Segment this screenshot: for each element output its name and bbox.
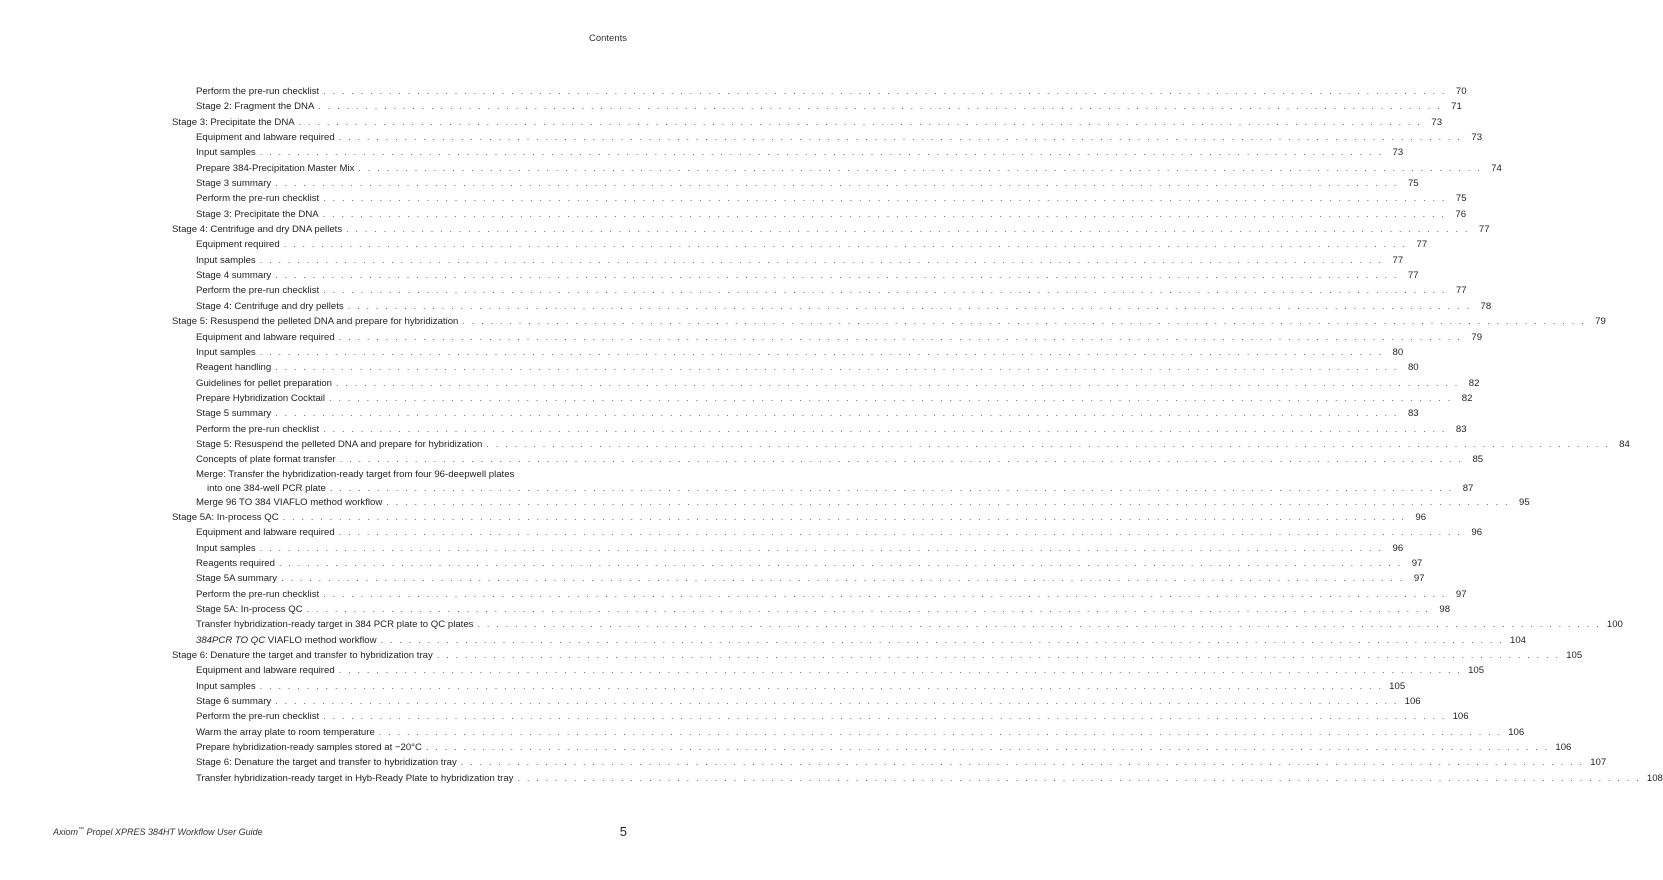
toc-entry-title: Stage 5A: In-process QC: [172, 511, 279, 523]
dot-leader: . . . . . . . . . . . . . . . . . . . . . . . . . . . . . . . . . . . . . . . . . . . . . . . . . . . . . . . . . . . . . . . . . . . . . . . . . . . . . . . . . . . . . . . . . . . . . . . . . . . . . . . . . . . . . . . . . . . . . . . .: [425, 742, 1550, 753]
toc-entry-title: Equipment and labware required: [196, 132, 335, 144]
dot-leader: . . . . . . . . . . . . . . . . . . . . . . . . . . . . . . . . . . . . . . . . . . . . . . . . . . . . . . . . . . . . . . . . . . . . . . . . . . . . . . . . . . . . . . . . . . . . . . . . . . . . . . . . . . . . . . . . . . . . . . . .: [275, 270, 1399, 281]
toc-subsection-entry[interactable]: [172, 176, 1419, 191]
toc-subsection-entry[interactable]: [172, 571, 1425, 586]
toc-subsection-entry[interactable]: [172, 556, 1423, 571]
toc-page-number: 79: [1471, 331, 1483, 343]
dot-leader: . . . . . . . . . . . . . . . . . . . . . . . . . . . . . . . . . . . . . . . . . . . . . . . . . . . . . . . . . . . . . . . . . . . . . . . . . . . . . . . . . . . . . . . . . . . . . . . . . . . . . . . . . . . . . . . . . . . . . . . .: [346, 224, 1470, 235]
toc-subsection-entry[interactable]: [172, 207, 1467, 222]
toc-page-number: 82: [1461, 392, 1473, 404]
dot-leader: . . . . . . . . . . . . . . . . . . . . . . . . . . . . . . . . . . . . . . . . . . . . . . . . . . . . . . . . . . . . . . . . . . . . . . . . . . . . . . . . . . . . . . . . . . . . . . . . . . . . . . . . . . . . . . . . . . . . . . . .: [517, 772, 1641, 783]
dot-leader: . . . . . . . . . . . . . . . . . . . . . . . . . . . . . . . . . . . . . . . . . . . . . . . . . . . . . . . . . . . . . . . . . . . . . . . . . . . . . . . . . . . . . . . . . . . . . . . . . . . . . . . . . . . . . . . . . . . . . . . .: [259, 346, 1384, 357]
dot-leader: . . . . . . . . . . . . . . . . . . . . . . . . . . . . . . . . . . . . . . . . . . . . . . . . . . . . . . . . . . . . . . . . . . . . . . . . . . . . . . . . . . . . . . . . . . . . . . . . . . . . . . . . . . . . . . . . . . . . . . . .: [275, 178, 1399, 189]
toc-subsection-entry[interactable]: [172, 633, 1527, 648]
toc-page-number: 77: [1455, 285, 1467, 297]
toc-subsection-entry[interactable]: [172, 525, 1483, 540]
dot-leader: . . . . . . . . . . . . . . . . . . . . . . . . . . . . . . . . . . . . . . . . . . . . . . . . . . . . . . . . . . . . . . . . . . . . . . . . . . . . . . . . . . . . . . . . . . . . . . . . . . . . . . . . . . . . . . . . . . . . . . . .: [278, 557, 1403, 568]
toc-page-number: 106: [1452, 711, 1469, 723]
dot-leader: . . . . . . . . . . . . . . . . . . . . . . . . . . . . . . . . . . . . . . . . . . . . . . . . . . . . . . . . . . . . . . . . . . . . . . . . . . . . . . . . . . . . . . . . . . . . . . . . . . . . . . . . . . . . . . . . . . . . . . . .: [318, 101, 1442, 112]
dot-leader: . . . . . . . . . . . . . . . . . . . . . . . . . . . . . . . . . . . . . . . . . . . . . . . . . . . . . . . . . . . . . . . . . . . . . . . . . . . . . . . . . . . . . . . . . . . . . . . . . . . . . . . . . . . . . . . . . . . . . . . .: [259, 542, 1384, 553]
toc-subsection-entry[interactable]: [172, 130, 1483, 145]
dot-leader: . . . . . . . . . . . . . . . . . . . . . . . . . . . . . . . . . . . . . . . . . . . . . . . . . . . . . . . . . . . . . . . . . . . . . . . . . . . . . . . . . . . . . . . . . . . . . . . . . . . . . . . . . . . . . . . . . . . . . . . .: [380, 634, 1504, 645]
toc-entry-title: Stage 6: Denature the target and transfer to hybridization tray: [172, 650, 433, 662]
dot-leader: . . . . . . . . . . . . . . . . . . . . . . . . . . . . . . . . . . . . . . . . . . . . . . . . . . . . . . . . . . . . . . . . . . . . . . . . . . . . . . . . . . . . . . . . . . . . . . . . . . . . . . . . . . . . . . . . . . . . . . . .: [259, 147, 1384, 158]
dot-leader: . . . . . . . . . . . . . . . . . . . . . . . . . . . . . . . . . . . . . . . . . . . . . . . . . . . . . . . . . . . . . . . . . . . . . . . . . . . . . . . . . . . . . . . . . . . . . . . . . . . . . . . . . . . . . . . . . . . . . . . .: [281, 573, 1405, 584]
dot-leader: . . . . . . . . . . . . . . . . . . . . . . . . . . . . . . . . . . . . . . . . . . . . . . . . . . . . . . . . . . . . . . . . . . . . . . . . . . . . . . . . . . . . . . . . . . . . . . . . . . . . . . . . . . . . . . . . . . . . . . . .: [386, 496, 1510, 507]
toc-subsection-entry[interactable]: [172, 709, 1469, 724]
toc-page-number: 83: [1407, 408, 1419, 420]
toc-entry-title: Concepts of plate format transfer: [196, 454, 336, 466]
toc-page-number: 98: [1439, 604, 1451, 615]
toc-entry-title: Equipment required: [196, 239, 280, 251]
dot-leader: . . . . . . . . . . . . . . . . . . . . . . . . . . . . . . . . . . . . . . . . . . . . . . . . . . . . . . . . . . . . . . . . . . . . . . . . . . . . . . . . . . . . . . . . . . . . . . . . . . . . . . . . . . . . . . . . . . . . . . . .: [347, 300, 1472, 311]
toc-subsection-entry[interactable]: [172, 495, 1530, 510]
toc-section-entry[interactable]: [172, 314, 1606, 329]
toc-entry-title: Input samples: [196, 346, 256, 358]
dot-leader: . . . . . . . . . . . . . . . . . . . . . . . . . . . . . . . . . . . . . . . . . . . . . . . . . . . . . . . . . . . . . . . . . . . . . . . . . . . . . . . . . . . . . . . . . . . . . . . . . . . . . . . . . . . . . . . . . . . . . . . .: [358, 162, 1482, 173]
toc-page-number: 77: [1392, 254, 1404, 266]
toc-page-number: 71: [1451, 101, 1462, 113]
toc-page-number: 73: [1471, 132, 1483, 144]
toc-page-number: 80: [1392, 346, 1404, 358]
toc-entry-title: Warm the array plate to room temperature: [196, 726, 375, 738]
toc-subsection-entry[interactable]: [172, 468, 1474, 495]
toc-entry-title: Transfer hybridization-ready target in 384 PCR plate to QC plates: [196, 619, 474, 631]
toc-subsection-entry[interactable]: [172, 330, 1483, 345]
toc-subsection-entry[interactable]: [172, 283, 1467, 298]
dot-leader: . . . . . . . . . . . . . . . . . . . . . . . . . . . . . . . . . . . . . . . . . . . . . . . . . . . . . . . . . . . . . . . . . . . . . . . . . . . . . . . . . . . . . . . . . . . . . . . . . . . . . . . . . . . . . . . . . . . . . . . .: [323, 193, 1447, 204]
dot-leader: . . . . . . . . . . . . . . . . . . . . . . . . . . . . . . . . . . . . . . . . . . . . . . . . . . . . . . . . . . . . . . . . . . . . . . . . . . . . . . . . . . . . . . . . . . . . . . . . . . . . . . . . . . . . . . . . . . . . . . . .: [323, 711, 1447, 722]
toc-section-entry[interactable]: [172, 115, 1443, 130]
dot-leader: . . . . . . . . . . . . . . . . . . . . . . . . . . . . . . . . . . . . . . . . . . . . . . . . . . . . . . . . . . . . . . . . . . . . . . . . . . . . . . . . . . . . . . . . . . . . . . . . . . . . . . . . . . . . . . . . . . . . . . . .: [259, 254, 1384, 265]
table-of-contents: [172, 84, 1663, 786]
toc-entry-title: Prepare 384-Precipitation Master Mix: [196, 162, 355, 174]
toc-page-number: 105: [1566, 650, 1583, 662]
dot-leader: . . . . . . . . . . . . . . . . . . . . . . . . . . . . . . . . . . . . . . . . . . . . . . . . . . . . . . . . . . . . . . . . . . . . . . . . . . . . . . . . . . . . . . . . . . . . . . . . . . . . . . . . . . . . . . . . . . . . . . . .: [323, 285, 1447, 296]
dot-leader: . . . . . . . . . . . . . . . . . . . . . . . . . . . . . . . . . . . . . . . . . . . . . . . . . . . . . . . . . . . . . . . . . . . . . . . . . . . . . . . . . . . . . . . . . . . . . . . . . . . . . . . . . . . . . . . . . . . . . . . .: [436, 650, 1561, 661]
toc-entry-title: Reagents required: [196, 557, 275, 569]
dot-leader: . . . . . . . . . . . . . . . . . . . . . . . . . . . . . . . . . . . . . . . . . . . . . . . . . . . . . . . . . . . . . . . . . . . . . . . . . . . . . . . . . . . . . . . . . . . . . . . . . . . . . . . . . . . . . . . . . . . . . . . .: [462, 316, 1586, 327]
dot-leader: . . . . . . . . . . . . . . . . . . . . . . . . . . . . . . . . . . . . . . . . . . . . . . . . . . . . . . . . . . . . . . . . . . . . . . . . . . . . . . . . . . . . . . . . . . . . . . . . . . . . . . . . . . . . . . . . . . . . . . . .: [329, 392, 1453, 403]
toc-page-number: 76: [1455, 208, 1467, 220]
toc-entry-title: Stage 5: Resuspend the pelleted DNA and prepare for hybridization: [196, 438, 483, 450]
toc-page-number: 74: [1491, 162, 1502, 174]
toc-page-number: 85: [1472, 454, 1484, 466]
toc-subsection-entry[interactable]: [172, 663, 1485, 678]
toc-subsection-entry[interactable]: [172, 617, 1623, 632]
toc-entry-title: Stage 4: Centrifuge and dry pellets: [196, 300, 344, 312]
toc-entry-title-italic: 384PCR TO QC: [196, 634, 266, 646]
toc-page-number: 82: [1468, 377, 1480, 389]
toc-subsection-entry[interactable]: [172, 237, 1428, 252]
toc-entry-title: Stage 5: Resuspend the pelleted DNA and prepare for hybridization: [172, 316, 459, 328]
dot-leader: . . . . . . . . . . . . . . . . . . . . . . . . . . . . . . . . . . . . . . . . . . . . . . . . . . . . . . . . . . . . . . . . . . . . . . . . . . . . . . . . . . . . . . . . . . . . . . . . . . . . . . . . . . . . . . . . . . . . . . . .: [259, 680, 1384, 691]
toc-page-number: 106: [1404, 696, 1421, 708]
dot-leader: . . . . . . . . . . . . . . . . . . . . . . . . . . . . . . . . . . . . . . . . . . . . . . . . . . . . . . . . . . . . . . . . . . . . . . . . . . . . . . . . . . . . . . . . . . . . . . . . . . . . . . . . . . . . . . . . . . . . . . . .: [323, 423, 1447, 434]
dot-leader: . . . . . . . . . . . . . . . . . . . . . . . . . . . . . . . . . . . . . . . . . . . . . . . . . . . . . . . . . . . . . . . . . . . . . . . . . . . . . . . . . . . . . . . . . . . . . . . . . . . . . . . . . . . . . . . . . . . . . . . .: [306, 604, 1431, 614]
dot-leader: . . . . . . . . . . . . . . . . . . . . . . . . . . . . . . . . . . . . . . . . . . . . . . . . . . . . . . . . . . . . . . . . . . . . . . . . . . . . . . . . . . . . . . . . . . . . . . . . . . . . . . . . . . . . . . . . . . . . . . . .: [336, 377, 1460, 388]
dot-leader: . . . . . . . . . . . . . . . . . . . . . . . . . . . . . . . . . . . . . . . . . . . . . . . . . . . . . . . . . . . . . . . . . . . . . . . . . . . . . . . . . . . . . . . . . . . . . . . . . . . . . . . . . . . . . . . . . . . . . . . .: [275, 408, 1399, 419]
dot-leader: . . . . . . . . . . . . . . . . . . . . . . . . . . . . . . . . . . . . . . . . . . . . . . . . . . . . . . . . . . . . . . . . . . . . . . . . . . . . . . . . . . . . . . . . . . . . . . . . . . . . . . . . . . . . . . . . . . . . . . . .: [338, 331, 1463, 342]
running-header: Contents: [588, 33, 627, 44]
toc-entry-title: Perform the pre-run checklist: [196, 86, 320, 97]
toc-subsection-entry[interactable]: [172, 725, 1525, 740]
toc-subsection-entry[interactable]: [172, 771, 1663, 786]
toc-page-number: 100: [1606, 619, 1623, 631]
toc-page-number: 87: [1462, 482, 1474, 494]
toc-entry-title: Merge: Transfer the hybridization-ready target from four 96-deepwell plates: [196, 468, 515, 480]
toc-subsection-entry[interactable]: [172, 268, 1419, 283]
toc-section-entry[interactable]: [172, 510, 1427, 525]
toc-entry-title: Stage 4 summary: [196, 270, 272, 282]
toc-entry-title: Stage 3: Precipitate the DNA: [196, 208, 319, 220]
toc-subsection-entry[interactable]: [172, 437, 1630, 452]
toc-page-number: 106: [1508, 726, 1525, 738]
toc-entry-title: Stage 4: Centrifuge and dry DNA pellets: [172, 224, 343, 236]
toc-subsection-entry[interactable]: [172, 345, 1404, 360]
toc-subsection-entry[interactable]: [172, 694, 1421, 709]
page-number: 5: [619, 824, 627, 839]
toc-subsection-entry[interactable]: [172, 376, 1480, 391]
toc-subsection-entry[interactable]: [172, 422, 1467, 437]
toc-page-number: 79: [1595, 316, 1606, 328]
dot-leader: . . . . . . . . . . . . . . . . . . . . . . . . . . . . . . . . . . . . . . . . . . . . . . . . . . . . . . . . . . . . . . . . . . . . . . . . . . . . . . . . . . . . . . . . . . . . . . . . . . . . . . . . . . . . . . . . . . . . . . . .: [275, 696, 1399, 707]
toc-subsection-entry[interactable]: [172, 541, 1404, 556]
toc-entry-title: Stage 2: Fragment the DNA: [196, 101, 315, 113]
toc-entry-title: Stage 6: Denature the target and transfer to hybridization tray: [196, 757, 457, 769]
dot-leader: . . . . . . . . . . . . . . . . . . . . . . . . . . . . . . . . . . . . . . . . . . . . . . . . . . . . . . . . . . . . . . . . . . . . . . . . . . . . . . . . . . . . . . . . . . . . . . . . . . . . . . . . . . . . . . . . . . . . . . . .: [378, 726, 1503, 737]
toc-entry-title: Stage 3: Precipitate the DNA: [172, 116, 295, 128]
toc-entry-title: Stage 5A: In-process QC: [196, 604, 303, 615]
toc-entry-title: Perform the pre-run checklist: [196, 711, 320, 723]
dot-leader: . . . . . . . . . . . . . . . . . . . . . . . . . . . . . . . . . . . . . . . . . . . . . . . . . . . . . . . . . . . . . . . . . . . . . . . . . . . . . . . . . . . . . . . . . . . . . . . . . . . . . . . . . . . . . . . . . . . . . . . .: [486, 438, 1610, 449]
toc-page-number: 105: [1468, 665, 1485, 677]
dot-leader: . . . . . . . . . . . . . . . . . . . . . . . . . . . . . . . . . . . . . . . . . . . . . . . . . . . . . . . . . . . . . . . . . . . . . . . . . . . . . . . . . . . . . . . . . . . . . . . . . . . . . . . . . . . . . . . . . . . . . . . .: [322, 208, 1447, 219]
toc-subsection-entry[interactable]: [172, 755, 1607, 770]
toc-page-number: 105: [1389, 680, 1406, 692]
toc-page-number: 73: [1431, 116, 1443, 128]
toc-subsection-entry[interactable]: [172, 253, 1404, 268]
toc-entry-title: Transfer hybridization-ready target in Hyb-Ready Plate to hybridization tray: [196, 772, 514, 784]
toc-page-number: 73: [1392, 147, 1404, 159]
toc-entry-title: Perform the pre-run checklist: [196, 193, 320, 205]
toc-section-entry[interactable]: [172, 222, 1490, 237]
toc-subsection-entry[interactable]: [172, 360, 1419, 375]
dot-leader: . . . . . . . . . . . . . . . . . . . . . . . . . . . . . . . . . . . . . . . . . . . . . . . . . . . . . . . . . . . . . . . . . . . . . . . . . . . . . . . . . . . . . . . . . . . . . . . . . . . . . . . . . . . . . . . . . . . . . . . .: [338, 527, 1463, 538]
toc-subsection-entry[interactable]: [172, 191, 1467, 206]
toc-entry-title: Stage 5A summary: [196, 573, 278, 585]
toc-page-number: 78: [1480, 300, 1492, 312]
toc-page-number: 107: [1590, 757, 1607, 769]
toc-entry-title: Stage 3 summary: [196, 178, 272, 190]
toc-page-number: 106: [1555, 742, 1572, 754]
toc-entry-title: Equipment and labware required: [196, 331, 335, 343]
toc-subsection-entry[interactable]: [172, 391, 1473, 406]
toc-entry-title: Merge 96 TO 384 VIAFLO method workflow: [196, 496, 383, 508]
title-rest: Propel XPRES 384HT Workflow User Guide: [84, 827, 263, 837]
toc-page-number: 96: [1392, 542, 1404, 554]
toc-entry-title: Stage 6 summary: [196, 696, 272, 708]
toc-page-number: 96: [1415, 511, 1427, 523]
toc-entry-title: Input samples: [196, 254, 256, 266]
dot-leader: . . . . . . . . . . . . . . . . . . . . . . . . . . . . . . . . . . . . . . . . . . . . . . . . . . . . . . . . . . . . . . . . . . . . . . . . . . . . . . . . . . . . . . . . . . . . . . . . . . . . . . . . . . . . . . . . . . . . . . . .: [329, 482, 1454, 493]
dot-leader: . . . . . . . . . . . . . . . . . . . . . . . . . . . . . . . . . . . . . . . . . . . . . . . . . . . . . . . . . . . . . . . . . . . . . . . . . . . . . . . . . . . . . . . . . . . . . . . . . . . . . . . . . . . . . . . . . . . . . . . .: [275, 362, 1399, 373]
toc-page-number: 83: [1455, 423, 1467, 435]
toc-subsection-entry[interactable]: [172, 406, 1419, 421]
title-prefix: Axiom: [53, 827, 79, 837]
toc-entry-title: Reagent handling: [196, 362, 272, 374]
toc-section-entry[interactable]: [172, 648, 1583, 663]
toc-page-number: 84: [1619, 438, 1630, 450]
dot-leader: . . . . . . . . . . . . . . . . . . . . . . . . . . . . . . . . . . . . . . . . . . . . . . . . . . . . . . . . . . . . . . . . . . . . . . . . . . . . . . . . . . . . . . . . . . . . . . . . . . . . . . . . . . . . . . . . . . . . . . . .: [323, 86, 1447, 96]
dot-leader: . . . . . . . . . . . . . . . . . . . . . . . . . . . . . . . . . . . . . . . . . . . . . . . . . . . . . . . . . . . . . . . . . . . . . . . . . . . . . . . . . . . . . . . . . . . . . . . . . . . . . . . . . . . . . . . . . . . . . . . .: [338, 132, 1463, 143]
toc-entry-title-rest: VIAFLO method workflow: [265, 634, 377, 646]
toc-page-number: 70: [1455, 86, 1467, 97]
toc-entry-title: Input samples: [196, 680, 256, 692]
toc-page-number: 108: [1646, 772, 1663, 784]
dot-leader: . . . . . . . . . . . . . . . . . . . . . . . . . . . . . . . . . . . . . . . . . . . . . . . . . . . . . . . . . . . . . . . . . . . . . . . . . . . . . . . . . . . . . . . . . . . . . . . . . . . . . . . . . . . . . . . . . . . . . . . .: [339, 454, 1464, 465]
dot-leader: . . . . . . . . . . . . . . . . . . . . . . . . . . . . . . . . . . . . . . . . . . . . . . . . . . . . . . . . . . . . . . . . . . . . . . . . . . . . . . . . . . . . . . . . . . . . . . . . . . . . . . . . . . . . . . . . . . . . . . . .: [282, 511, 1407, 522]
toc-subsection-entry[interactable]: [172, 740, 1572, 755]
dot-leader: . . . . . . . . . . . . . . . . . . . . . . . . . . . . . . . . . . . . . . . . . . . . . . . . . . . . . . . . . . . . . . . . . . . . . . . . . . . . . . . . . . . . . . . . . . . . . . . . . . . . . . . . . . . . . . . . . . . . . . . .: [298, 116, 1423, 127]
toc-entry-title: Perform the pre-run checklist: [196, 588, 320, 600]
toc-page-number: 97: [1413, 573, 1425, 585]
toc-entry-title: Equipment and labware required: [196, 527, 335, 539]
toc-entry-title: Perform the pre-run checklist: [196, 285, 320, 297]
toc-entry-title: Guidelines for pellet preparation: [196, 377, 332, 389]
toc-subsection-entry[interactable]: [172, 99, 1462, 114]
toc-subsection-entry[interactable]: [172, 161, 1502, 176]
toc-page-number: 77: [1407, 270, 1419, 282]
toc-subsection-entry[interactable]: [172, 587, 1467, 602]
toc-entry-title: Prepare hybridization-ready samples stored at −20°C: [196, 742, 422, 754]
toc-page-number: 75: [1455, 193, 1467, 205]
toc-entry-title: Stage 5 summary: [196, 408, 272, 420]
toc-page-number: 97: [1455, 588, 1467, 600]
toc-page-number: 95: [1519, 496, 1530, 508]
toc-subsection-entry[interactable]: [172, 84, 1467, 99]
toc-entry-title: Equipment and labware required: [196, 665, 335, 677]
toc-entry-title: into one 384-well PCR plate: [207, 482, 326, 494]
toc-subsection-entry[interactable]: [172, 299, 1492, 314]
toc-subsection-entry[interactable]: [172, 452, 1484, 467]
toc-page-number: 104: [1510, 634, 1527, 646]
dot-leader: . . . . . . . . . . . . . . . . . . . . . . . . . . . . . . . . . . . . . . . . . . . . . . . . . . . . . . . . . . . . . . . . . . . . . . . . . . . . . . . . . . . . . . . . . . . . . . . . . . . . . . . . . . . . . . . . . . . . . . . .: [323, 588, 1447, 599]
trademark-symbol: ™: [78, 827, 85, 833]
toc-subsection-entry[interactable]: [172, 602, 1451, 617]
document-title: [53, 827, 263, 837]
toc-subsection-entry[interactable]: [172, 145, 1404, 160]
dot-leader: . . . . . . . . . . . . . . . . . . . . . . . . . . . . . . . . . . . . . . . . . . . . . . . . . . . . . . . . . . . . . . . . . . . . . . . . . . . . . . . . . . . . . . . . . . . . . . . . . . . . . . . . . . . . . . . . . . . . . . . .: [460, 757, 1585, 768]
dot-leader: . . . . . . . . . . . . . . . . . . . . . . . . . . . . . . . . . . . . . . . . . . . . . . . . . . . . . . . . . . . . . . . . . . . . . . . . . . . . . . . . . . . . . . . . . . . . . . . . . . . . . . . . . . . . . . . . . . . . . . . .: [338, 665, 1463, 676]
toc-entry-title: Prepare Hybridization Cocktail: [196, 392, 326, 404]
toc-entry-continuation: [196, 481, 1474, 495]
toc-page-number: 96: [1471, 527, 1483, 539]
toc-entry-title: [196, 633, 381, 648]
toc-page-number: 75: [1407, 178, 1419, 190]
toc-page-number: 77: [1416, 239, 1428, 251]
toc-page-number: 80: [1407, 362, 1419, 374]
toc-subsection-entry[interactable]: [172, 679, 1406, 694]
dot-leader: . . . . . . . . . . . . . . . . . . . . . . . . . . . . . . . . . . . . . . . . . . . . . . . . . . . . . . . . . . . . . . . . . . . . . . . . . . . . . . . . . . . . . . . . . . . . . . . . . . . . . . . . . . . . . . . . . . . . . . . .: [477, 619, 1601, 630]
toc-entry-title: Input samples: [196, 542, 256, 554]
toc-entry-title: Input samples: [196, 147, 256, 159]
dot-leader: . . . . . . . . . . . . . . . . . . . . . . . . . . . . . . . . . . . . . . . . . . . . . . . . . . . . . . . . . . . . . . . . . . . . . . . . . . . . . . . . . . . . . . . . . . . . . . . . . . . . . . . . . . . . . . . . . . . . . . . .: [283, 239, 1408, 250]
toc-page-number: 97: [1411, 557, 1423, 569]
page-footer: [53, 824, 627, 844]
toc-entry-title: Perform the pre-run checklist: [196, 423, 320, 435]
toc-page-number: 77: [1478, 224, 1490, 236]
